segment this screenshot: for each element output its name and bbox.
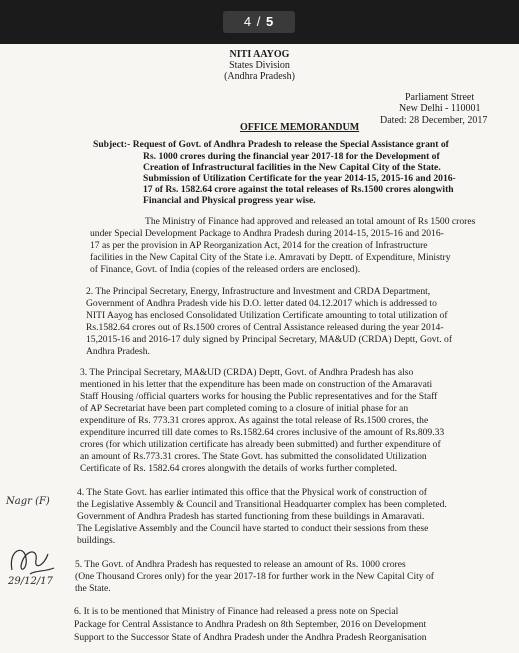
- subject-line: 17 of Rs. 1582.64 crore against the total releases of Rs.1500 crores alongwith: [143, 184, 454, 195]
- para6-line: Package for Central Assistance to Andhra Pradesh on 8th September, 2016 on Development: [74, 619, 427, 630]
- subject-line: Rs. 1000 crores during the financial year 2017-18 for the Development of: [143, 151, 440, 162]
- para4-line: buildings.: [77, 535, 116, 546]
- para2-line: Rs.1582.64 crores out of Rs.1500 crores of Central Assistance released during the year 2014-: [86, 322, 444, 333]
- subject-line: Subject:- Request of Govt. of Andhra Pradesh to release the Special Assistance grant of: [93, 139, 449, 150]
- page-current: 4: [243, 14, 253, 29]
- document-page: [0, 44, 519, 653]
- para3-line: expenditure of Rs. 773.31 crores approx. As against the total release of Rs.1500 crores, the: [80, 415, 429, 426]
- state-name: (Andhra Pradesh): [224, 71, 295, 82]
- para1-line: facilities in the New Capital City of the State i.e. Amravati by Deptt. of Expenditure, Ministry: [90, 252, 451, 263]
- address-line-1: Parliament Street: [405, 92, 475, 103]
- para1-line: of Finance, Govt. of India (copies of the released orders are enclosed).: [90, 264, 361, 275]
- division-name: States Division: [229, 60, 290, 71]
- subject-line: Creation of Infrastructural facilities in the New Capital City of the State.: [143, 162, 441, 173]
- para4-line: Government of Andhra Pradesh has started functioning from these buildings in Amaravati.: [77, 511, 425, 522]
- para2-line: Andhra Pradesh.: [86, 346, 150, 357]
- para2-line: 2. The Principal Secretary, Energy, Infrastructure and Investment and CRDA Department,: [86, 286, 431, 297]
- viewer-toolbar: [0, 0, 519, 44]
- subject-line: Submission of Utilization Certificate for the year 2014-15, 2015-16 and 2016-: [143, 173, 456, 184]
- memo-title: OFFICE MEMORANDUM: [240, 122, 360, 133]
- para5-line: the State.: [75, 583, 111, 594]
- page-indicator: [223, 11, 295, 33]
- para3-line: of AP Secretariat have been part completed coming to a closure of initial phase for an: [80, 403, 409, 414]
- para3-line: crores (for which utilization certificate has already been submitted) and further expenditure of: [80, 439, 441, 450]
- para2-line: NITI Aayog has enclosed Consolidated Utilization Certificate amounting to total utilization of: [86, 310, 448, 321]
- memo-date: Dated: 28 December, 2017: [380, 115, 488, 126]
- org-name: NITI AAYOG: [229, 49, 290, 60]
- address-line-2: New Delhi - 110001: [399, 103, 481, 114]
- para6-line: Support to the Successor State of Andhra Pradesh under the Andhra Pradesh Reorganisation: [74, 632, 427, 643]
- para5-line: (One Thousand Crores only) for the year 2017-18 for further work in the New Capital City of: [75, 571, 434, 582]
- para3-line: expenditure incurred till date comes to Rs.1582.64 crores inclusive of the amount of Rs.809.33: [80, 427, 445, 438]
- para6-line: 6. It is to be mentioned that Ministry of Finance had released a press note on Special: [74, 606, 399, 617]
- para2-line: 15,2015-16 and 2016-17 duly signed by Principal Secretary, MA&UD (CRDA) Deptt, Govt. of: [86, 334, 453, 345]
- para4-line: 4. The State Govt. has earlier intimated this office that the Physical work of construction of: [77, 487, 427, 498]
- subject-line: Financial and Physical progress year wise.: [143, 195, 316, 206]
- para3-line: mentioned in his letter that the expenditure has been made on construction of the Amaravati: [80, 379, 433, 390]
- para1-line: under Special Development Package to Andhra Pradesh during 2014-15, 2015-16 and 2016-: [90, 228, 444, 239]
- para3-line: Staff Housing /official quarters works for housing the Public representatives and for the Staff: [80, 391, 438, 402]
- page-separator: /: [256, 14, 262, 29]
- para3-line: 3. The Principal Secretary, MA&UD (CRDA) Deptt, Govt. of Andhra Pradesh has also: [80, 367, 414, 378]
- para4-line: the Legislative Assembly & Council and Transitional Headquarter complex has been completed.: [77, 499, 447, 510]
- para3-line: an amount of Rs.773.31 crores. The State Govt. has submitted the consolidated Utilization: [80, 451, 427, 462]
- margin-note-date: 29/12/17: [8, 576, 53, 587]
- para1-line: 17 as per the provision in AP Reorganization Act, 2014 for the creation of Infrastructure: [90, 240, 428, 251]
- margin-note-initials: Nagr (F): [6, 496, 50, 507]
- para5-line: 5. The Govt. of Andhra Pradesh has requested to release an amount of Rs. 1000 crores: [75, 559, 406, 570]
- page-total: 5: [265, 14, 275, 29]
- para4-line: The Legislative Assembly and the Council have started to conduct their sessions from these: [77, 523, 429, 534]
- para1-line: The Ministry of Finance had approved and released an total amount of Rs 1500 crores: [145, 216, 476, 227]
- para2-line: Government of Andhra Pradesh vide his D.O. letter dated 04.12.2017 which is addressed to: [86, 298, 437, 309]
- para3-line: Certificate of Rs. 1582.64 crores alongwith the details of works further completed.: [80, 463, 398, 474]
